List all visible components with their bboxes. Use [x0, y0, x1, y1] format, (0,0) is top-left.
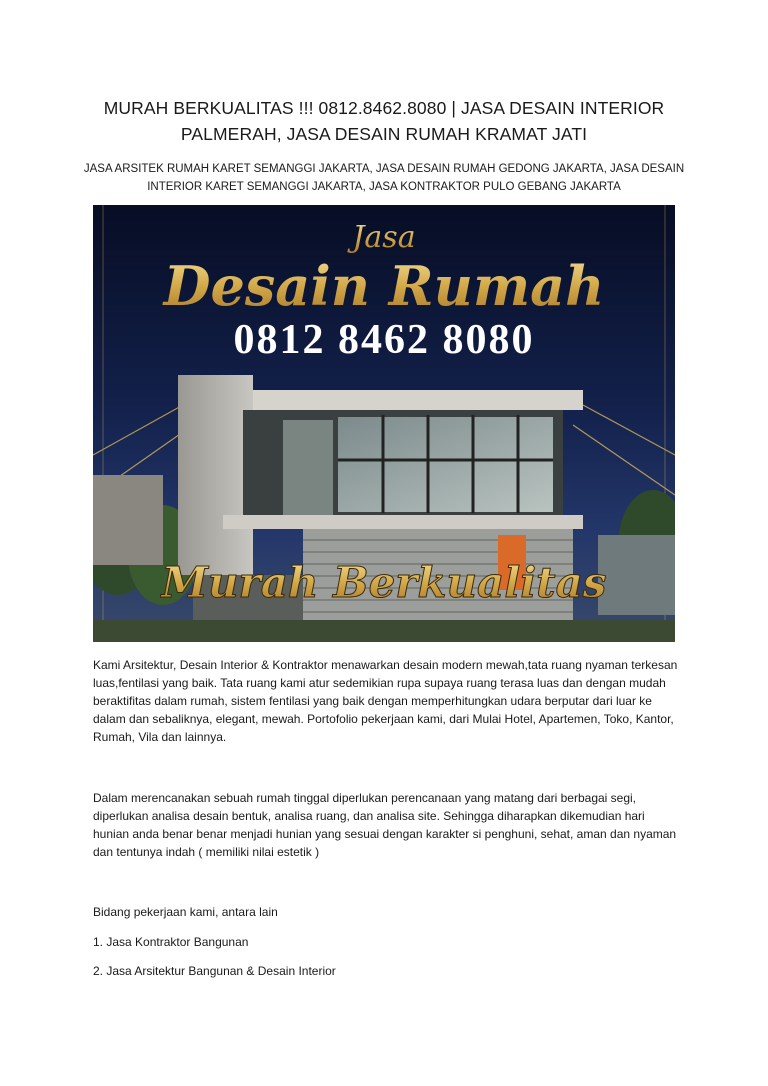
banner-image	[93, 205, 675, 642]
banner-line1: Jasa	[352, 220, 416, 255]
banner-phone: 0812 8462 8080	[233, 317, 535, 363]
service-item-1: 1. Jasa Kontraktor Bangunan	[93, 935, 249, 949]
services-intro: Bidang pekerjaan kami, antara lain	[93, 905, 278, 919]
document-title: MURAH BERKUALITAS !!! 0812.8462.8080 | JASA DESAIN INTERIOR PALMERAH, JASA DESAIN RUMAH KRAMAT JATI	[103, 98, 665, 144]
banner-line2: Desain Rumah	[163, 254, 605, 318]
paragraph-intro: Kami Arsitektur, Desain Interior & Kontraktor menawarkan desain modern mewah,tata ruang nyaman terkesan luas,fentilasi yang baik. Tata ruang kami atur sedemikian rupa supaya ruang terasa luas dan dengan mudah beraktifitas dalam rumah, sistem fentilasi yang baik dengan memperhitungkan udara berputar dari luar ke dalam dan sebaliknya, elegant, mewah. Portofolio pekerjaan kami, dari Mulai Hotel, Apartemen, Toko, Kantor, Rumah, Vila dan lainnya.	[93, 658, 678, 744]
document-subtitle: JASA ARSITEK RUMAH KARET SEMANGGI JAKARTA, JASA DESAIN RUMAH GEDONG JAKARTA, JASA DESAIN INTERIOR KARET SEMANGGI JAKARTA, JASA KONTRAKTOR PULO GEBANG JAKARTA	[83, 163, 685, 193]
service-item-2: 2. Jasa Arsitektur Bangunan & Desain Interior	[93, 964, 336, 978]
banner-tagline: Murah Berkualitas	[161, 558, 607, 607]
paragraph-planning: Dalam merencanakan sebuah rumah tinggal diperlukan perencanaan yang matang dari berbagai segi, diperlukan analisa desain bentuk, analisa ruang, dan analisa site. Sehingga diharapkan dikemudian hari hunian anda benar benar menjadi hunian yang sesuai dengan karakter si penghuni, sehat, aman dan nyaman dan tentunya indah ( memiliki nilai estetik )	[93, 791, 677, 859]
